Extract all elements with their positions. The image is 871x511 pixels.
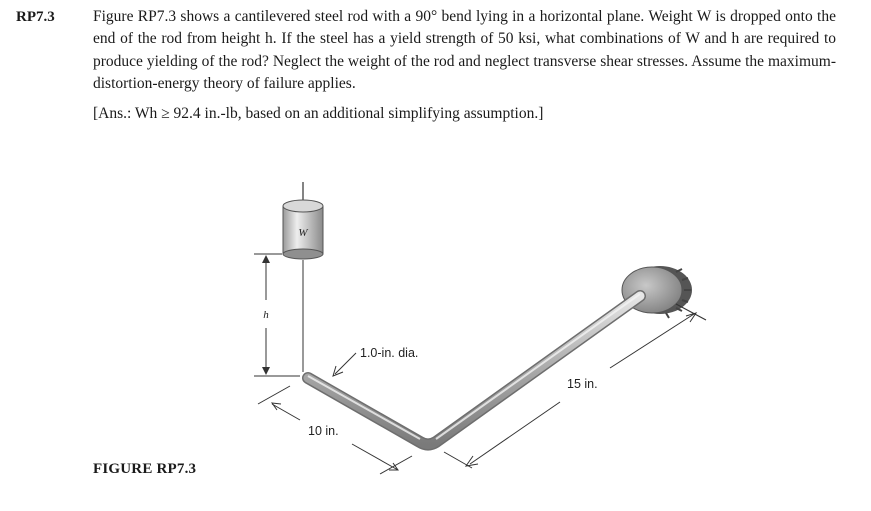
long-leg-label: 15 in. xyxy=(567,377,598,391)
short-leg-label: 10 in. xyxy=(308,424,339,438)
long-leg-dimension xyxy=(444,304,706,468)
fixed-support xyxy=(622,266,692,318)
height-label: h xyxy=(263,309,269,321)
diameter-label: 1.0-in. dia. xyxy=(360,346,419,360)
steel-rod xyxy=(308,294,640,445)
weight-block xyxy=(283,182,323,372)
weight-label: W xyxy=(298,227,308,239)
problem-line-2: W is dropped onto the end of the rod from height h. If the steel has a yield strength of 50 ksi, xyxy=(93,8,836,48)
answer-text: [Ans.: Wh ≥ 92.4 in.-lb, based on an additional simplifying assumption.] xyxy=(93,105,544,123)
problem-line-1: Figure RP7.3 shows a cantilevered steel rod with a 90° bend lying in a horizontal plane. Weight xyxy=(93,8,693,25)
figure-caption: FIGURE RP7.3 xyxy=(93,461,197,477)
problem-number: RP7.3 xyxy=(16,9,55,25)
diameter-annotation xyxy=(333,346,418,376)
problem-line-4: the rod and neglect transverse shear stresses. Assume the maximum-distortion-energy theory of xyxy=(93,52,836,92)
problem-line-5: failure applies. xyxy=(263,74,356,92)
height-dimension xyxy=(254,254,300,376)
problem-line-3: what combinations of W and h are required to produce yielding of the rod? Neglect the weight of xyxy=(93,30,836,70)
